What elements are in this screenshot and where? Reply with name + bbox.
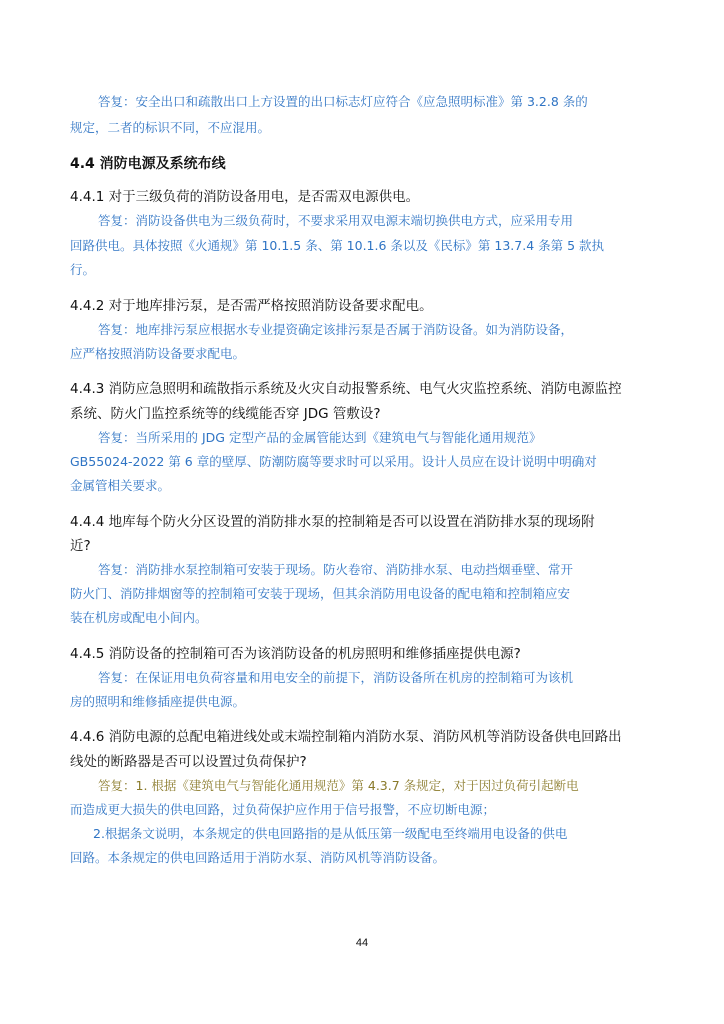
question-line: 线处的断路器是否可以设置过负荷保护? — [70, 754, 307, 770]
section-heading: 4.4 消防电源及系统布线 — [70, 156, 226, 172]
answer-line: 2.根据条文说明，本条规定的供电回路指的是从低压第一级配电至终端用电设备的供电 — [93, 826, 568, 841]
answer-line: 防火门、消防排烟窗等的控制箱可安装于现场，但其余消防用电设备的配电箱和控制箱应安 — [70, 586, 571, 601]
question-line: 4.4.6 消防电源的总配电箱进线处或末端控制箱内消防水泵、消防风机等消防设备供电回路出 — [70, 729, 622, 745]
answer-line: 金属管相关要求。 — [70, 478, 171, 493]
answer-line: 房的照明和维修插座提供电源。 — [70, 694, 246, 709]
question-line: 近? — [70, 538, 91, 554]
answer-line: 答复：消防排水泵控制箱可安装于现场。防火卷帘、消防排水泵、电动挡烟垂壁、常开 — [98, 562, 574, 577]
question-line: 系统、防火门监控系统等的线缆能否穿 JDG 管敷设? — [70, 406, 381, 422]
answer-line: 应严格按照消防设备要求配电。 — [70, 346, 246, 361]
intro-answer-line: 答复：安全出口和疏散出口上方设置的出口标志灯应符合《应急照明标准》第 3.2.8 条的 — [98, 94, 588, 109]
answer-line: 回路供电。具体按照《火通规》第 10.1.5 条、第 10.1.6 条以及《民标》第 13.7.4 条第 5 款执 — [70, 238, 605, 253]
question-line: 4.4.3 消防应急照明和疏散指示系统及火灾自动报警系统、电气火灾监控系统、消防电源监控 — [70, 381, 622, 397]
page-number: 44 — [355, 937, 369, 949]
question-line: 4.4.4 地库每个防火分区设置的消防排水泵的控制箱是否可以设置在消防排水泵的现场附 — [70, 514, 595, 530]
question-line: 4.4.5 消防设备的控制箱可否为该消防设备的机房照明和维修插座提供电源? — [70, 646, 521, 662]
answer-line: 答复：消防设备供电为三级负荷时，不要求采用双电源末端切换供电方式，应采用专用 — [98, 213, 574, 228]
answer-line: 答复：当所采用的 JDG 定型产品的金属管能达到《建筑电气与智能化通用规范》 — [98, 430, 542, 445]
answer-line: 行。 — [70, 262, 96, 277]
answer-line: 回路。本条规定的供电回路适用于消防水泵、消防风机等消防设备。 — [70, 850, 446, 865]
answer-line: 装在机房或配电小间内。 — [70, 610, 208, 625]
answer-line: GB55024-2022 第 6 章的壁厚、防潮防腐等要求时可以采用。设计人员应在设计说明中明确对 — [70, 454, 597, 469]
question-line: 4.4.2 对于地库排污泵，是否需严格按照消防设备要求配电。 — [70, 298, 433, 314]
intro-answer-line: 规定，二者的标识不同，不应混用。 — [70, 120, 271, 135]
question-line: 4.4.1 对于三级负荷的消防设备用电，是否需双电源供电。 — [70, 189, 420, 205]
answer-line: 答复：地库排污泵应根据水专业提资确定该排污泵是否属于消防设备。如为消防设备， — [98, 322, 574, 337]
answer-line: 答复：在保证用电负荷容量和用电安全的前提下，消防设备所在机房的控制箱可为该机 — [98, 670, 574, 685]
answer-line: 答复：1. 根据《建筑电气与智能化通用规范》第 4.3.7 条规定，对于因过负荷引起断电 — [98, 778, 579, 793]
answer-line: 而造成更大损失的供电回路，过负荷保护应作用于信号报警，不应切断电源； — [70, 802, 496, 817]
